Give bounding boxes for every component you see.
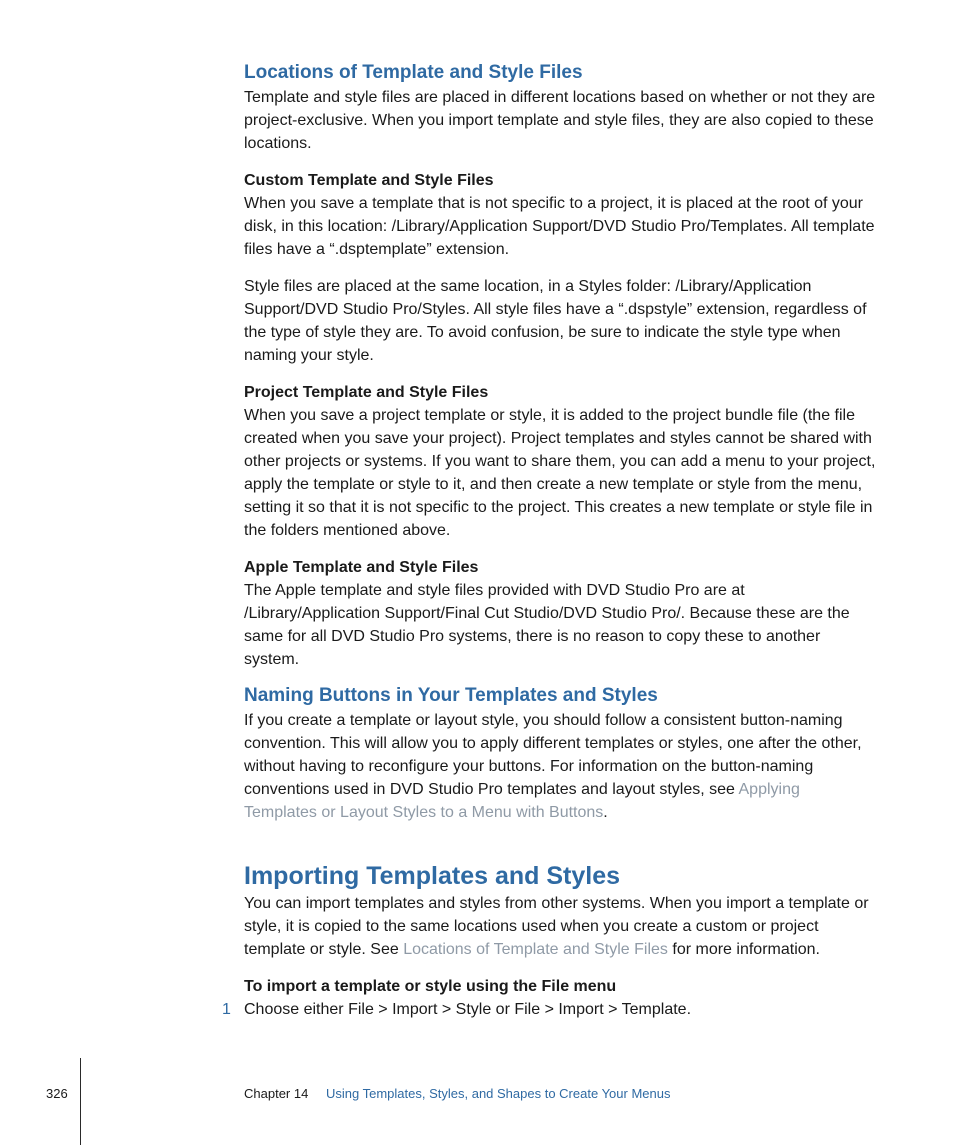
subheading-custom: Custom Template and Style Files xyxy=(244,172,494,189)
task-heading: To import a template or style using the File menu xyxy=(244,978,617,995)
step-text: Choose either File > Import > Style or File > Import > Template. xyxy=(244,1001,692,1018)
section-heading-naming: Naming Buttons in Your Templates and Styles xyxy=(244,685,658,706)
custom-paragraph-1: When you save a template that is not specific to a project, it is placed at the root of your disk, in this location: /Library/Application Support/DVD Studio Pro/Templates. All template files have a “.dsptemplate” extension. xyxy=(244,195,875,258)
naming-paragraph xyxy=(244,709,876,824)
naming-text: If you create a template or layout style, you should follow a consistent button-naming convention. This will allow you to apply different templates or styles, one after the other, without having to reconfigure your buttons. For information on the button-naming conventions used in DVD Studio Pro templates and layout styles, see xyxy=(244,712,862,798)
section-heading-locations: Locations of Template and Style Files xyxy=(244,62,583,83)
importing-text: You can import templates and styles from other systems. When you import a template or style, it is copied to the same locations used when you create a custom or project template or style. See xyxy=(244,895,869,958)
locations-intro: Template and style files are placed in different locations based on whether or not they are project-exclusive. When you import template and style files, they are also copied to these locations. xyxy=(244,89,876,152)
importing-paragraph xyxy=(244,892,876,961)
page-footer xyxy=(0,1086,954,1106)
subheading-apple: Apple Template and Style Files xyxy=(244,559,479,576)
naming-text-end: . xyxy=(603,804,608,821)
importing-text-end: for more information. xyxy=(667,941,820,958)
page-content xyxy=(222,60,876,1021)
project-paragraph: When you save a project template or style, it is added to the project bundle file (the file created when you save your project). Project templates and styles cannot be shared with other projects or systems. If you want to share them, you can add a menu to your project, apply the template or style to it, and then create a new template or style from the menu, setting it so that it is not specific to the project. This creates a new template or style file in the folders mentioned above. xyxy=(244,407,876,539)
page-number: 326 xyxy=(46,1086,68,1101)
chapter-label: Chapter 14 xyxy=(244,1086,309,1101)
apple-paragraph: The Apple template and style files provided with DVD Studio Pro are at /Library/Application Support/Final Cut Studio/DVD Studio Pro/. Because these are the same for all DVD Studio Pro systems, there is no reason to copy these to another system. xyxy=(244,582,850,668)
link-applying-templates[interactable]: Applying Templates or Layout Styles to a Menu with Buttons xyxy=(244,781,800,821)
section-heading-importing: Importing Templates and Styles xyxy=(244,862,621,890)
link-locations[interactable]: Locations of Template and Style Files xyxy=(403,941,668,958)
step-item xyxy=(222,998,876,1021)
subheading-project: Project Template and Style Files xyxy=(244,384,489,401)
chapter-title: Using Templates, Styles, and Shapes to Create Your Menus xyxy=(326,1086,671,1101)
custom-paragraph-2: Style files are placed at the same location, in a Styles folder: /Library/Application Support/DVD Studio Pro/Styles. All style files have a “.dspstyle” extension, regardless of the type of style they are. To avoid confusion, be sure to indicate the style type when naming your style. xyxy=(244,278,867,364)
step-number: 1 xyxy=(222,1001,231,1018)
